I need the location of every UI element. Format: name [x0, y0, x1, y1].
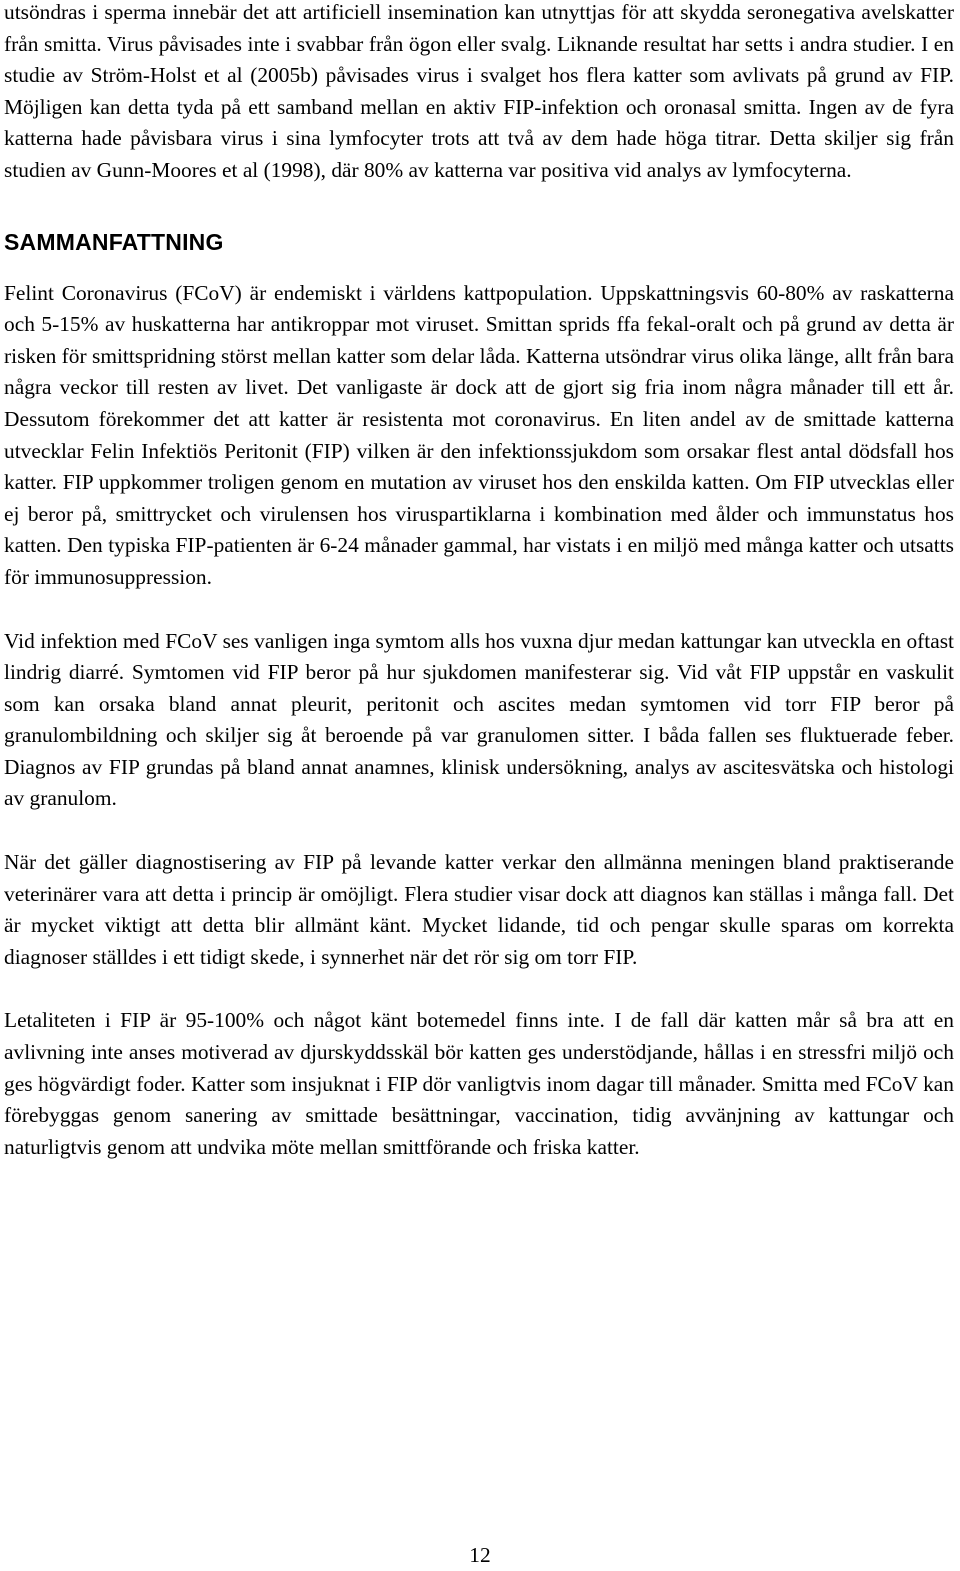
paragraph-intro: utsöndras i sperma innebär det att artificiell insemination kan utnyttjas för att skydda seronegativa avelskatter från smitta. Virus påvisades inte i svabbar från ögon eller svalg. Liknande resultat har setts i andra studier. I en studie av Ström-Holst et al (2005b) påvisades virus i svalget hos flera katter som avlivats på grund av FIP. Möjligen kan detta tyda på ett samband mellan en aktiv FIP-infektion och oronasal smitta. Ingen av de fyra katterna hade påvisbara virus i sina lymfocyter trots att två av dem hade höga titrar. Detta skiljer sig från studien av Gunn-Moores et al (1998), där 80% av katterna var positiva vid analys av lymfocyterna.: [4, 0, 954, 182]
paragraph-summary-2: Vid infektion med FCoV ses vanligen inga symtom alls hos vuxna djur medan kattungar kan utveckla en oftast lindrig diarré. Symtomen vid FIP beror på hur sjukdomen manifesterar sig. Vid våt FIP uppstår en vaskulit som kan orsaka bland annat pleurit, peritonit och ascites medan symtomen vid torr FIP beror på granulombildning och skiljer sig åt beroende på var granulomen sitter. I båda fallen ses fluktuerade feber. Diagnos av FIP grundas på bland annat anamnes, klinisk undersökning, analys av ascitesvätska och histologi av granulom.: [4, 628, 954, 811]
paragraph-summary-3: När det gäller diagnostisering av FIP på levande katter verkar den allmänna meningen bland praktiserande veterinärer vara att detta i princip är omöjligt. Flera studier visar dock att diagnos kan ställas i många fall. Det är mycket viktigt att detta blir allmänt känt. Mycket lidande, tid och pengar skulle sparas om korrekta diagnoser ställdes i ett tidigt skede, i synnerhet när det rör sig om torr FIP.: [4, 850, 954, 969]
paragraph-summary-4: Letaliteten i FIP är 95-100% och något känt botemedel finns inte. I de fall där katten mår så bra att en avlivning inte anses motiverad av djurskyddsskäl bör katten ges understödjande, hållas i en stressfri miljö och ges högvärdigt foder. Katter som insjuknat i FIP dör vanligtvis inom dagar till månader. Smitta med FCoV kan förebyggas genom sanering av smittade besättningar, vaccination, tidig avvänjning av kattungar och naturligtvis genom att undvika möte mellan smittförande och friska katter.: [4, 1008, 954, 1159]
paragraph-summary-1: Felint Coronavirus (FCoV) är endemiskt i världens kattpopulation. Uppskattningsvis 60-80% av raskatterna och 5-15% av huskatterna har antikroppar mot viruset. Smittan sprids ffa fekal-oralt och på grund av detta är risken för smittspridning störst mellan katter som delar låda. Katterna utsöndrar virus olika länge, allt från bara några veckor till resten av livet. Det vanligaste är dock att de gjort sig fria inom några månader till ett år. Dessutom förekommer det att katter är resistenta mot coronavirus. En liten andel av de smittade katterna utvecklar Felin Infektiös Peritonit (FIP) vilken är den infektionssjukdom som orsakar flest antal dödsfall hos katter. FIP uppkommer troligen genom en mutation av viruset hos den enskilda katten. Om FIP utvecklas eller ej beror på, smittrycket och virulensen hos viruspartiklarna i kombination med ålder och immunstatus hos katten. Den typiska FIP-patienten är 6-24 månader gammal, har vistats i en miljö med många katter och utsatts för immunosuppression.: [4, 280, 954, 589]
section-heading-sammanfattning: SAMMANFATTNING: [4, 228, 224, 255]
page-number: 12: [469, 1543, 491, 1567]
document-page: [4, 0, 954, 1163]
